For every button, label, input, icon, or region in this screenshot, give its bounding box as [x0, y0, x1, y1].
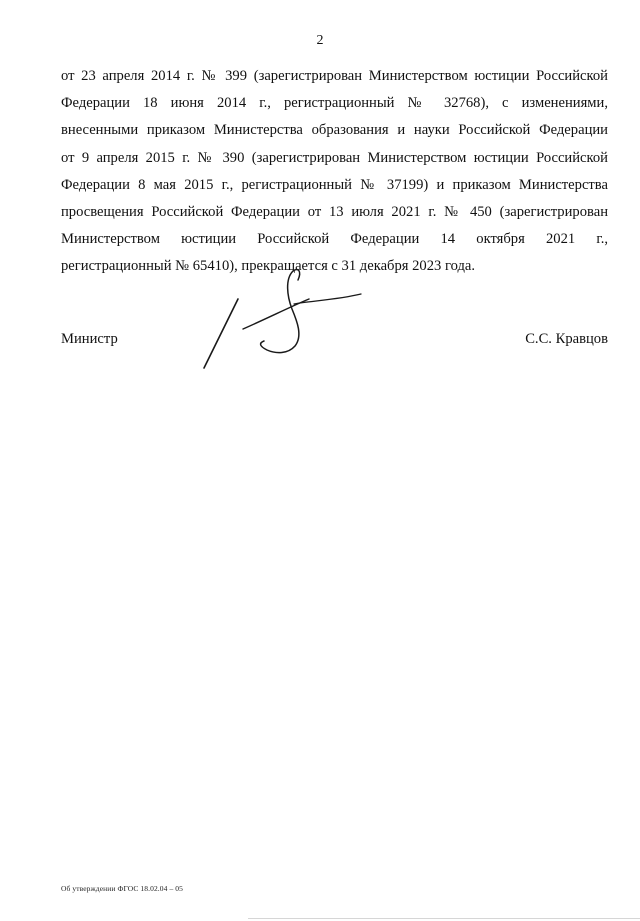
handwritten-signature	[196, 266, 368, 374]
paragraph-line: просвещения Российской Федерации от 13 июля 2021 г. № 450 (зарегистрирован	[61, 203, 608, 220]
paragraph-line: регистрационный № 65410), прекращается с 31 декабря 2023 года.	[61, 258, 476, 275]
paragraph-line: Федерации 8 мая 2015 г., регистрационный № 37199) и приказом Министерства	[61, 176, 608, 193]
paragraph-line: Министерством юстиции Российской Федерации 14 октября 2021 г.,	[61, 231, 608, 248]
paragraph-line: внесенными приказом Министерства образования и науки Российской Федерации	[61, 122, 608, 139]
signatory-title: Министр	[61, 331, 118, 347]
signatory-name: С.С. Кравцов	[525, 331, 608, 347]
paragraph-line: от 9 апреля 2015 г. № 390 (зарегистрирован Министерством юстиции Российской	[61, 149, 608, 166]
body-paragraph	[61, 63, 608, 281]
paragraph-line: Федерации 18 июня 2014 г., регистрационный № 32768), с изменениями,	[61, 95, 608, 112]
paragraph-line: от 23 апреля 2014 г. № 399 (зарегистрирован Министерством юстиции Российской	[61, 68, 608, 84]
page-number: 2	[316, 33, 324, 48]
scan-edge-line	[248, 918, 640, 919]
document-footer: Об утверждении ФГОС 18.02.04 – 05	[61, 884, 183, 893]
